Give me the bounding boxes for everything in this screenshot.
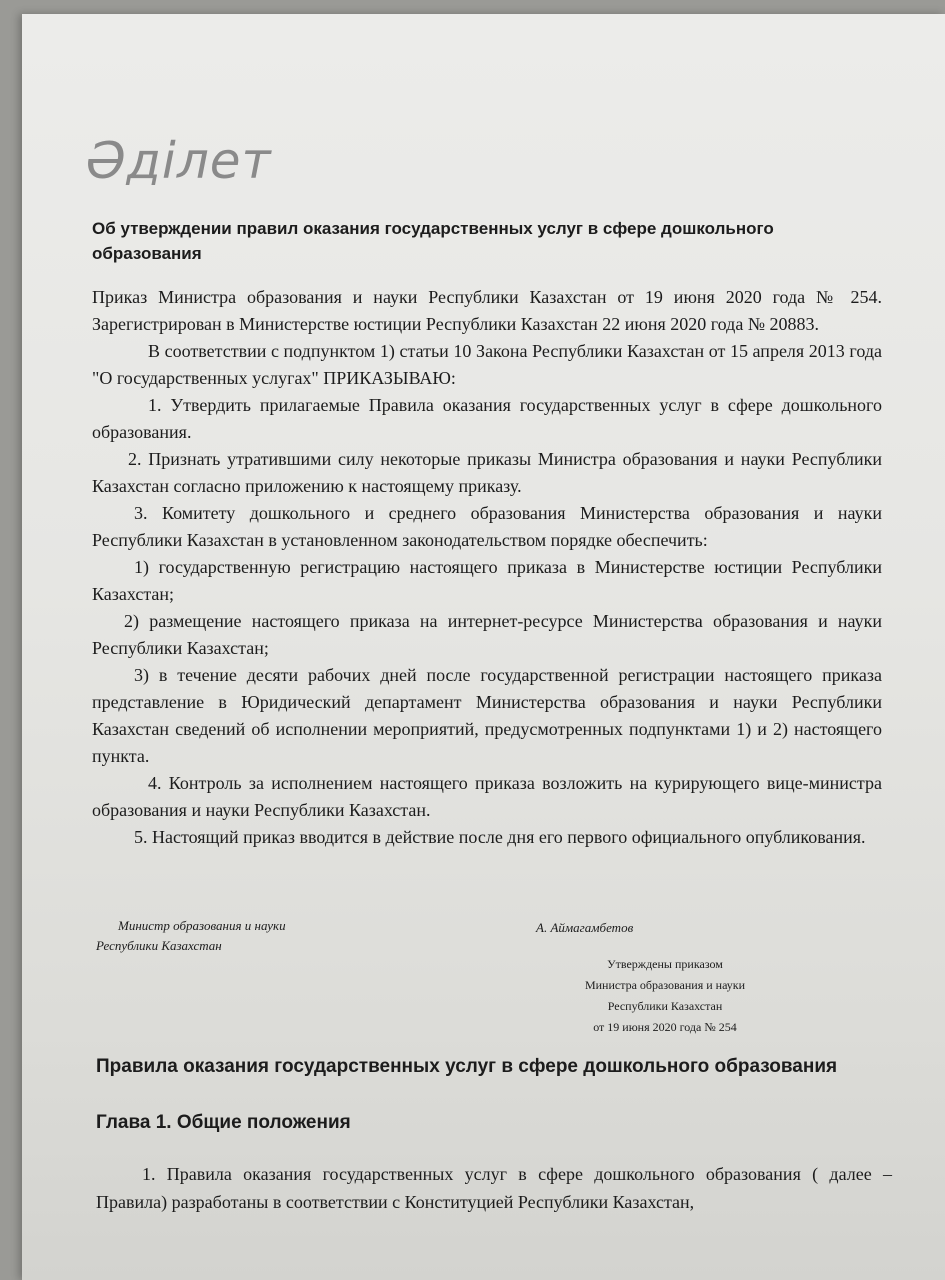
chapter-title: Глава 1. Общие положения [96, 1112, 351, 1133]
approval-line: Утверждены приказом [607, 957, 723, 971]
order-basis: В соответствии с подпунктом 1) статьи 10 Закона Республики Казахстан от 15 апреля 2013 года "О государственных услугах" ПРИКАЗЫВАЮ: [92, 341, 882, 388]
signatory-position [96, 916, 356, 956]
order-subitem-3: 3) в течение десяти рабочих дней после государственной регистрации настоящего приказа представление в Юридический департамент Министерства образования и науки Республики Казахстан сведений об исполнении мероприятий, предусмотренных подпунктами 1) и 2) настоящего пункта. [92, 665, 882, 766]
order-subitem-2: 2) размещение настоящего приказа на интернет-ресурсе Министерства образования и науки Республики Казахстан; [92, 611, 882, 658]
approval-line: Министра образования и науки [584, 978, 746, 992]
order-item-3: 3. Комитету дошкольного и среднего образования Министерства образования и науки Республики Казахстан в установленном законодательством порядке обеспечить: [92, 503, 882, 550]
order-preamble: Приказ Министра образования и науки Республики Казахстан от 19 июня 2020 года № 254. Зарегистрирован в Министерстве юстиции Республики Казахстан 22 июня 2020 года № 20883. [92, 287, 882, 334]
approval-line: от 19 июня 2020 года № 254 [593, 1020, 737, 1034]
approval-stamp [560, 954, 770, 1038]
order-subitem-1: 1) государственную регистрацию настоящего приказа в Министерстве юстиции Республики Казахстан; [92, 557, 882, 604]
chapter-paragraph: 1. Правила оказания государственных услуг в сфере дошкольного образования ( далее – Правила) разработаны в соответствии с Конституцией Республики Казахстан, [96, 1164, 892, 1212]
adilet-logo: Әділет [86, 132, 272, 190]
approval-line: Республики Казахстан [607, 999, 723, 1013]
order-item-1: 1. Утвердить прилагаемые Правила оказания государственных услуг в сфере дошкольного образования. [92, 395, 882, 442]
rules-title: Правила оказания государственных услуг в сфере дошкольного образования [96, 1056, 838, 1077]
signatory-name: А. Аймагамбетов [536, 920, 634, 935]
signatory-position-line: Министр образования и науки [118, 918, 286, 933]
order-item-5: 5. Настоящий приказ вводится в действие после дня его первого официального опубликования. [134, 827, 866, 847]
order-item-4: 4. Контроль за исполнением настоящего приказа возложить на курирующего вице-министра образования и науки Республики Казахстан. [92, 773, 882, 820]
document-title: Об утверждении правил оказания государственных услуг в сфере дошкольного образования [92, 219, 774, 263]
order-body [92, 284, 882, 851]
signatory-position-line: Республики Казахстан [96, 938, 222, 953]
order-item-2: 2. Признать утратившими силу некоторые приказы Министра образования и науки Республики Казахстан согласно приложению к настоящему приказу. [92, 449, 882, 496]
